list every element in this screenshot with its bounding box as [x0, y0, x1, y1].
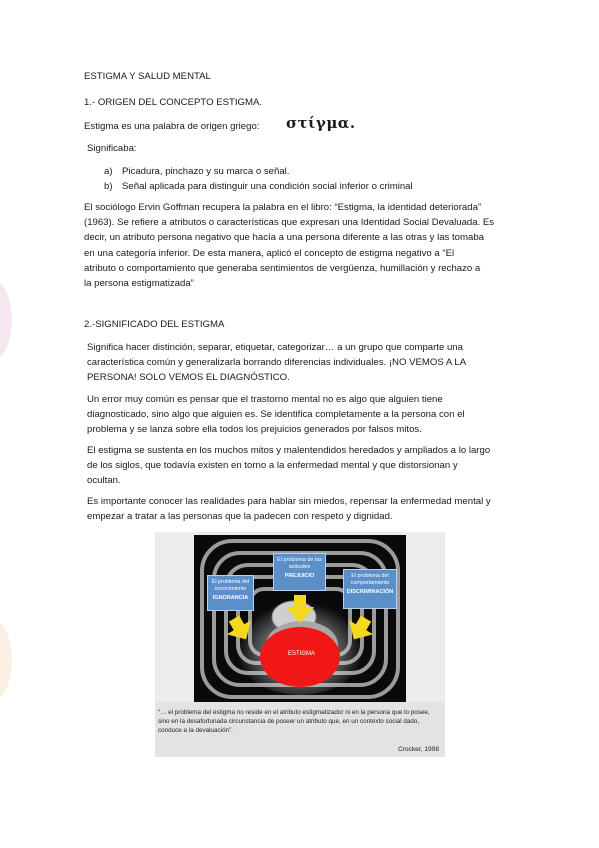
- figure-illustration: [194, 535, 406, 703]
- paragraph-line: Significa hacer distinción, separar, etiquetar, categorizar… a un grupo que comparte una: [87, 342, 463, 353]
- goffman-paragraph: [84, 200, 516, 291]
- figure-citation: Crocker, 1998: [397, 746, 439, 753]
- arrow-left-icon: [222, 612, 258, 647]
- stigma-figure: [155, 532, 445, 757]
- left-edge-accent: [0, 620, 12, 700]
- paragraph-line: en una categoría inferior. De esta manera, aplicó el concepto de estigma negativo a “El: [84, 247, 455, 259]
- arrows-layer: [194, 535, 406, 703]
- paragraph-line: (1963). Se refiere a atributos o características que expresan una Identidad Social Devaluada. Es: [84, 217, 495, 229]
- paragraph-line: de los siglos, que todavía existen en torno a la enfermedad mental y que distorsionan y: [87, 460, 458, 472]
- paragraph-line: la persona estigmatizada”: [84, 278, 194, 290]
- box-text: El problema de las actitudes: [277, 557, 322, 570]
- importante-paragraph: [87, 494, 519, 524]
- section-2-heading: 2.-SIGNIFICADO DEL ESTIGMA: [84, 319, 225, 330]
- significado-paragraph: [87, 340, 519, 386]
- paragraph-line: El estigma se sustenta en los muchos mitos y malentendidos heredados y ampliados a lo largo: [87, 445, 491, 456]
- box-label: PREJUICIO: [284, 573, 315, 579]
- list-text: Señal aplicada para distinguir una condición social inferior o criminal: [122, 181, 413, 192]
- paragraph-line: ocultan.: [87, 475, 121, 487]
- paragraph-line: PERSONA! SOLO VEMOS EL DIAGNÓSTICO.: [87, 372, 290, 384]
- paragraph-line: problema y se lanza sobre ella todos los prejuicios generados por falsos mitos.: [87, 424, 422, 436]
- greek-word: στίγμα.: [286, 114, 356, 132]
- paragraph-line: Es importante conocer las realidades para hablar sin miedos, repensar la enfermedad mental y: [87, 496, 491, 507]
- left-edge-accent: [0, 280, 12, 360]
- paragraph-line: decir, un atributo persona negativo que hacía a una persona diferente a las otras y las tomaba: [84, 232, 484, 244]
- paragraph-line: empezar a tratar a las personas que la padecen con respeto y dignidad.: [87, 511, 393, 523]
- paragraph-line: característica común y generalizarla borrando diferencias individuales. ¡NO VEMOS A LA: [87, 357, 467, 369]
- estigma-label: ESTIGMA: [288, 651, 316, 657]
- document-title: ESTIGMA Y SALUD MENTAL: [84, 71, 211, 82]
- box-label: IGNORANCIA: [212, 595, 249, 601]
- section-1-heading: 1.- ORIGEN DEL CONCEPTO ESTIGMA.: [84, 97, 263, 108]
- figure-quote: “… el problema del estigma no reside en el atributo estigmatizador ni en la persona que lo posee, sino en la desafortunada circunstancia de poseer un atributo que, en un contexto social dado, conduce a la devaluación”.: [158, 709, 430, 734]
- figure-caption-area: [155, 702, 445, 757]
- arrow-down-icon: [286, 595, 314, 623]
- significaba-label: Significaba:: [87, 143, 137, 154]
- box-label: DISCRIMINACIÓN: [346, 589, 394, 595]
- box-text: El problema del conocimiento: [211, 579, 250, 592]
- mitos-paragraph: [87, 443, 519, 489]
- list-marker: a): [104, 166, 113, 177]
- estigma-circle: [260, 627, 340, 687]
- paragraph-line: diagnosticado, sino algo que alguien es. Se identifica completamente a la persona con el: [87, 409, 465, 421]
- list-marker: b): [104, 181, 113, 192]
- section-1-intro: Estigma es una palabra de origen griego:: [84, 121, 260, 132]
- list-text: Picadura, pinchazo y su marca o señal.: [122, 166, 290, 177]
- error-paragraph: [87, 392, 519, 438]
- paragraph-line: atributo o comportamiento que generaba sentimientos de vergüenza, humillación y rechazo a: [84, 262, 481, 274]
- box-text: El problema del comportamiento: [350, 573, 390, 586]
- paragraph-line: El sociólogo Ervin Goffman recupera la palabra en el libro: “Estigma, la identidad deteriorada”: [84, 202, 482, 213]
- arrow-right-icon: [342, 612, 378, 647]
- paragraph-line: Un error muy común es pensar que el trastorno mental no es algo que alguien tiene: [87, 394, 443, 405]
